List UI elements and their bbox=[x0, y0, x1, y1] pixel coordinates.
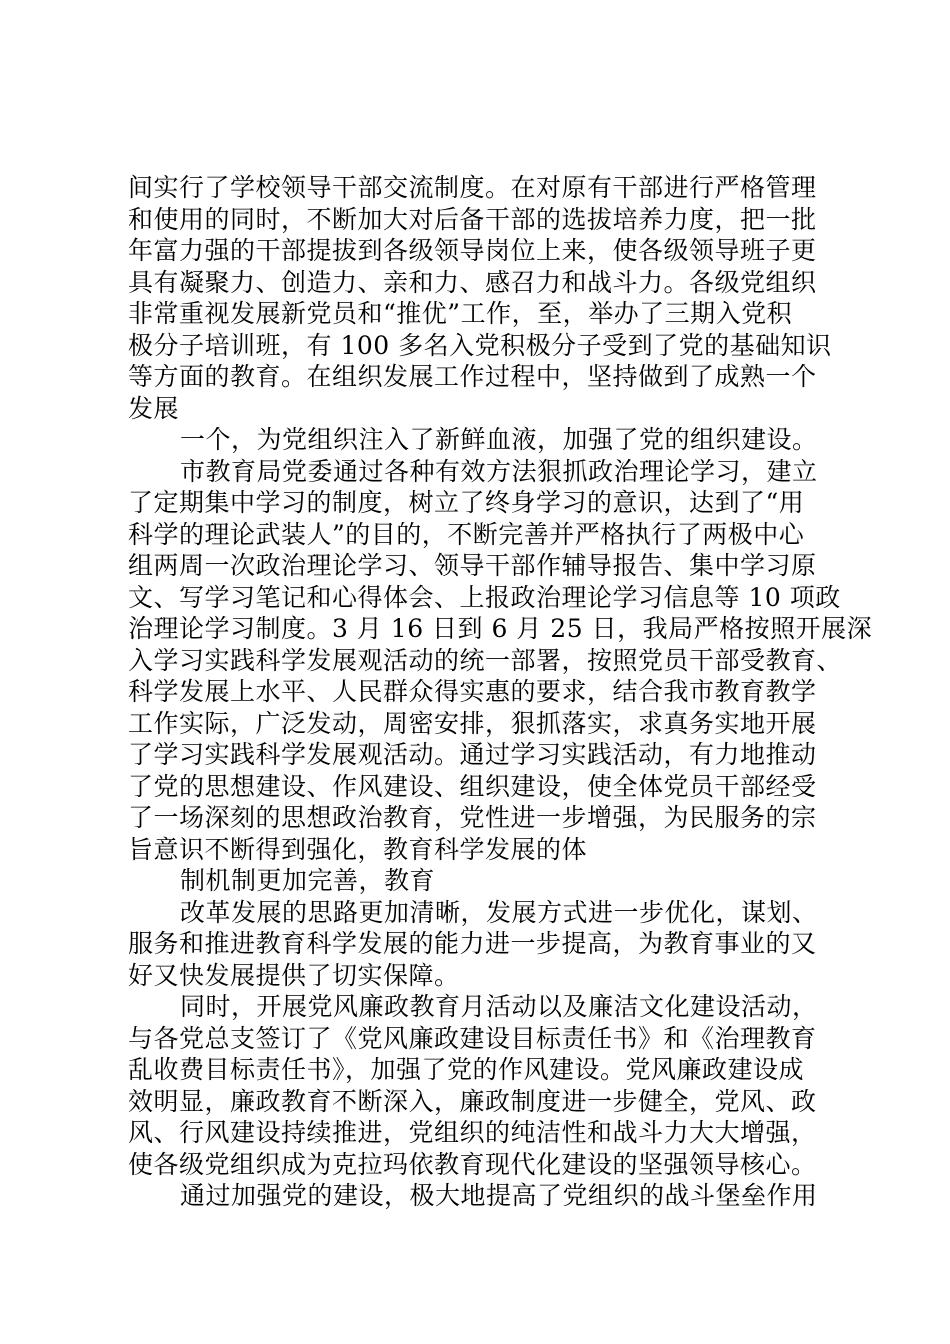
text-line: 非常重视发展新党员和“推优”工作，至，举办了三期入党积 bbox=[128, 299, 793, 328]
text-line: 使各级党组织成为克拉玛依教育现代化建设的坚强领导核心。 bbox=[128, 1149, 817, 1179]
text-line: 发展 bbox=[128, 393, 180, 423]
text-line: 服务和推进教育科学发展的能力进一步提高，为教育事业的又 bbox=[128, 929, 817, 958]
text-line: 间实行了学校领导干部交流制度。在对原有干部进行严格管理 bbox=[128, 173, 817, 202]
text-line: 了学习实践科学发展观活动。通过学习实践活动，有力地推动 bbox=[128, 740, 817, 769]
text-line: 了定期集中学习的制度，树立了终身学习的意识，达到了“用 bbox=[128, 488, 805, 517]
paragraph-start-line: 一个，为党组织注入了新鲜血液，加强了党的组织建设。 bbox=[180, 425, 818, 454]
text-line: 具有凝聚力、创造力、亲和力、感召力和战斗力。各级党组织 bbox=[128, 267, 817, 297]
paragraph-start-line: 同时，开展党风廉政教育月活动以及廉洁文化建设活动， bbox=[180, 992, 818, 1021]
text-line: 了一场深刻的思想政治教育，党性进一步增强，为民服务的宗 bbox=[128, 803, 817, 832]
text-line: 与各党总支签订了《党风廉政建设目标责任书》和《治理教育 bbox=[128, 1023, 817, 1053]
text-line: 了党的思想建设、作风建设、组织建设，使全体党员干部经受 bbox=[128, 771, 817, 801]
text-line: 旨意识不断得到强化，教育科学发展的体 bbox=[128, 834, 588, 864]
text-line: 和使用的同时，不断加大对后备干部的选拔培养力度，把一批 bbox=[128, 204, 817, 234]
text-line: 效明显，廉政教育不断深入，廉政制度进一步健全，党风、政 bbox=[128, 1086, 817, 1116]
paragraph-start-line: 改革发展的思路更加清晰，发展方式进一步优化，谋划、 bbox=[180, 897, 818, 927]
text-line: 等方面的教育。在组织发展工作过程中，坚持做到了成熟一个 bbox=[128, 362, 817, 391]
paragraph-start-line: 通过加强党的建设，极大地提高了党组织的战斗堡垒作用 bbox=[180, 1181, 818, 1210]
text-line: 乱收费目标责任书》，加强了党的作风建设。党风廉政建设成 bbox=[128, 1055, 805, 1084]
body-text bbox=[128, 172, 873, 1212]
text-line: 组两周一次政治理论学习、领导干部作辅导报告、集中学习原 bbox=[128, 551, 817, 580]
text-line: 入学习实践科学发展观活动的统一部署，按照党员干部受教育、 bbox=[128, 645, 843, 675]
text-line: 文、写学习笔记和心得体会、上报政治理论学习信息等 10 项政 bbox=[128, 582, 841, 612]
text-line: 风、行风建设持续推进，党组织的纯洁性和战斗力大大增强， bbox=[128, 1118, 817, 1147]
paragraph-start-line: 制机制更加完善，教育 bbox=[180, 866, 436, 895]
text-line: 好又快发展提供了切实保障。 bbox=[128, 960, 460, 990]
text-line: 年富力强的干部提拔到各级领导岗位上来，使各级领导班子更 bbox=[128, 236, 817, 265]
text-line: 极分子培训班，有 100 多名入党积极分子受到了党的基础知识 bbox=[128, 330, 832, 360]
text-line: 治理论学习制度。3 月 16 日到 6 月 25 日，我局严格按照开展深 bbox=[128, 614, 873, 643]
text-line: 科学发展上水平、人民群众得实惠的要求，结合我市教育教学 bbox=[128, 677, 817, 706]
text-line: 工作实际，广泛发动，周密安排，狠抓落实，求真务实地开展 bbox=[128, 708, 817, 738]
text-line: 科学的理论武装人”的目的，不断完善并严格执行了两极中心 bbox=[128, 519, 805, 549]
paragraph-start-line: 市教育局党委通过各种有效方法狠抓政治理论学习，建立 bbox=[180, 456, 818, 486]
